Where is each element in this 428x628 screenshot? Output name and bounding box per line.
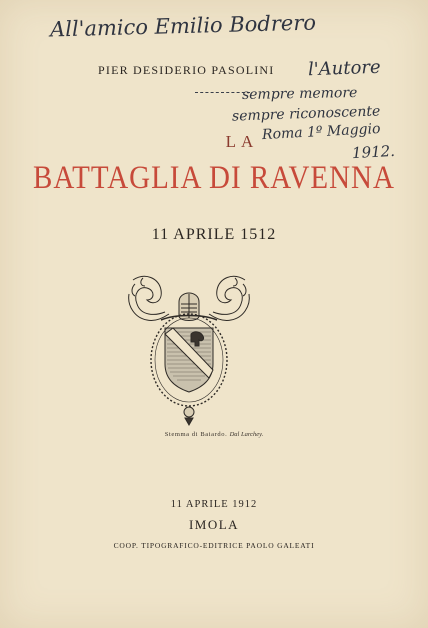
coat-of-arms-illustration [125,272,253,427]
author-name: PIER DESIDERIO PASOLINI [98,63,275,77]
crest-caption [0,431,428,438]
dedication-line-5: Roma 1º Maggio [261,120,381,144]
imprint-publisher: COOP. TIPOGRAFICO-EDITRICE PAOLO GALEATI [113,541,315,550]
title-article: LA [225,132,259,151]
dedication-line-2: l'Autore [307,56,381,81]
dedication-line-1: All'amico Emilio Bodrero [49,10,317,42]
book-title: BATTAGLIA DI RAVENNA [33,160,395,196]
dedication-line-3: sempre memore [241,84,358,104]
dedication-line-4: sempre riconoscente [231,103,381,125]
crest-caption-credit: Dal Larchey. [229,431,264,438]
dedication-line-6: 1912. [351,141,396,163]
imprint-city: IMOLA [188,517,240,532]
battle-date: 11 APRILE 1512 [151,226,277,243]
crest-caption-text: Stemma di Baiardo. [164,431,228,438]
imprint-date: 11 APRILE 1912 [170,499,258,510]
